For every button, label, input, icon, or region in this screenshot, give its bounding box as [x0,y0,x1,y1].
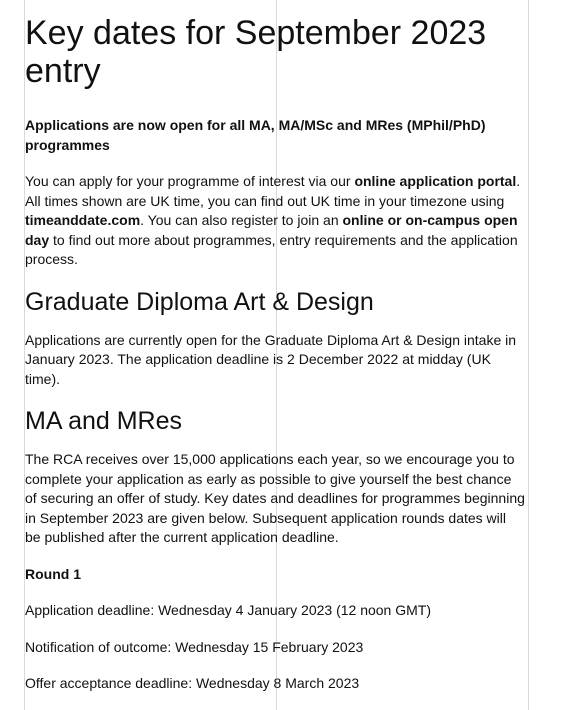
intro-text-1: You can apply for your programme of interest via our [25,173,355,189]
page-title: Key dates for September 2023 entry [25,14,487,90]
intro-text-2: . All times shown are UK time, you can find out UK time in your timezone using [25,173,521,209]
layout-guide-right [528,0,529,710]
round-item-application-deadline: Application deadline: Wednesday 4 January 2023 (12 noon GMT) [25,602,431,618]
intro-bold-text: Applications are now open for all MA, MA/MSc and MRes (MPhil/PhD) programmes [25,117,486,153]
open-day-link[interactable]: online or on-campus open day [25,212,518,248]
timeanddate-link[interactable]: timeanddate.com [25,212,141,228]
intro-text-4: to find out more about programmes, entry requirements and the application process. [25,231,518,267]
round-item-notification-of-outcome: Notification of outcome: Wednesday 15 February 2023 [25,638,364,655]
round-item-offer-acceptance-deadline: Offer acceptance deadline: Wednesday 8 March 2023 [25,675,360,691]
ma-mres-text: The RCA receives over 15,000 applications each year, so we encourage you to complete your application as early as possible to give yourself the best chance of securing an offer of study. Key dates and deadlines for programmes beginning in September 2023 are given below. Subsequent application rounds dates will be published after the current application deadline. [25,451,525,545]
online-application-portal-link[interactable]: online application portal [354,173,517,189]
intro-paragraph [25,172,525,270]
section-heading-graduate-diploma: Graduate Diploma Art & Design [25,287,374,316]
round-title: Round 1 [25,565,81,582]
main-content [25,14,525,710]
section-heading-ma-mres: MA and MRes [25,407,183,435]
intro-text-3: . You can also register to join an [140,212,343,228]
graduate-diploma-text: Applications are currently open for the Graduate Diploma Art & Design intake in January 2023. The application deadline is 2 December 2022 at midday (UK time). [25,331,517,387]
